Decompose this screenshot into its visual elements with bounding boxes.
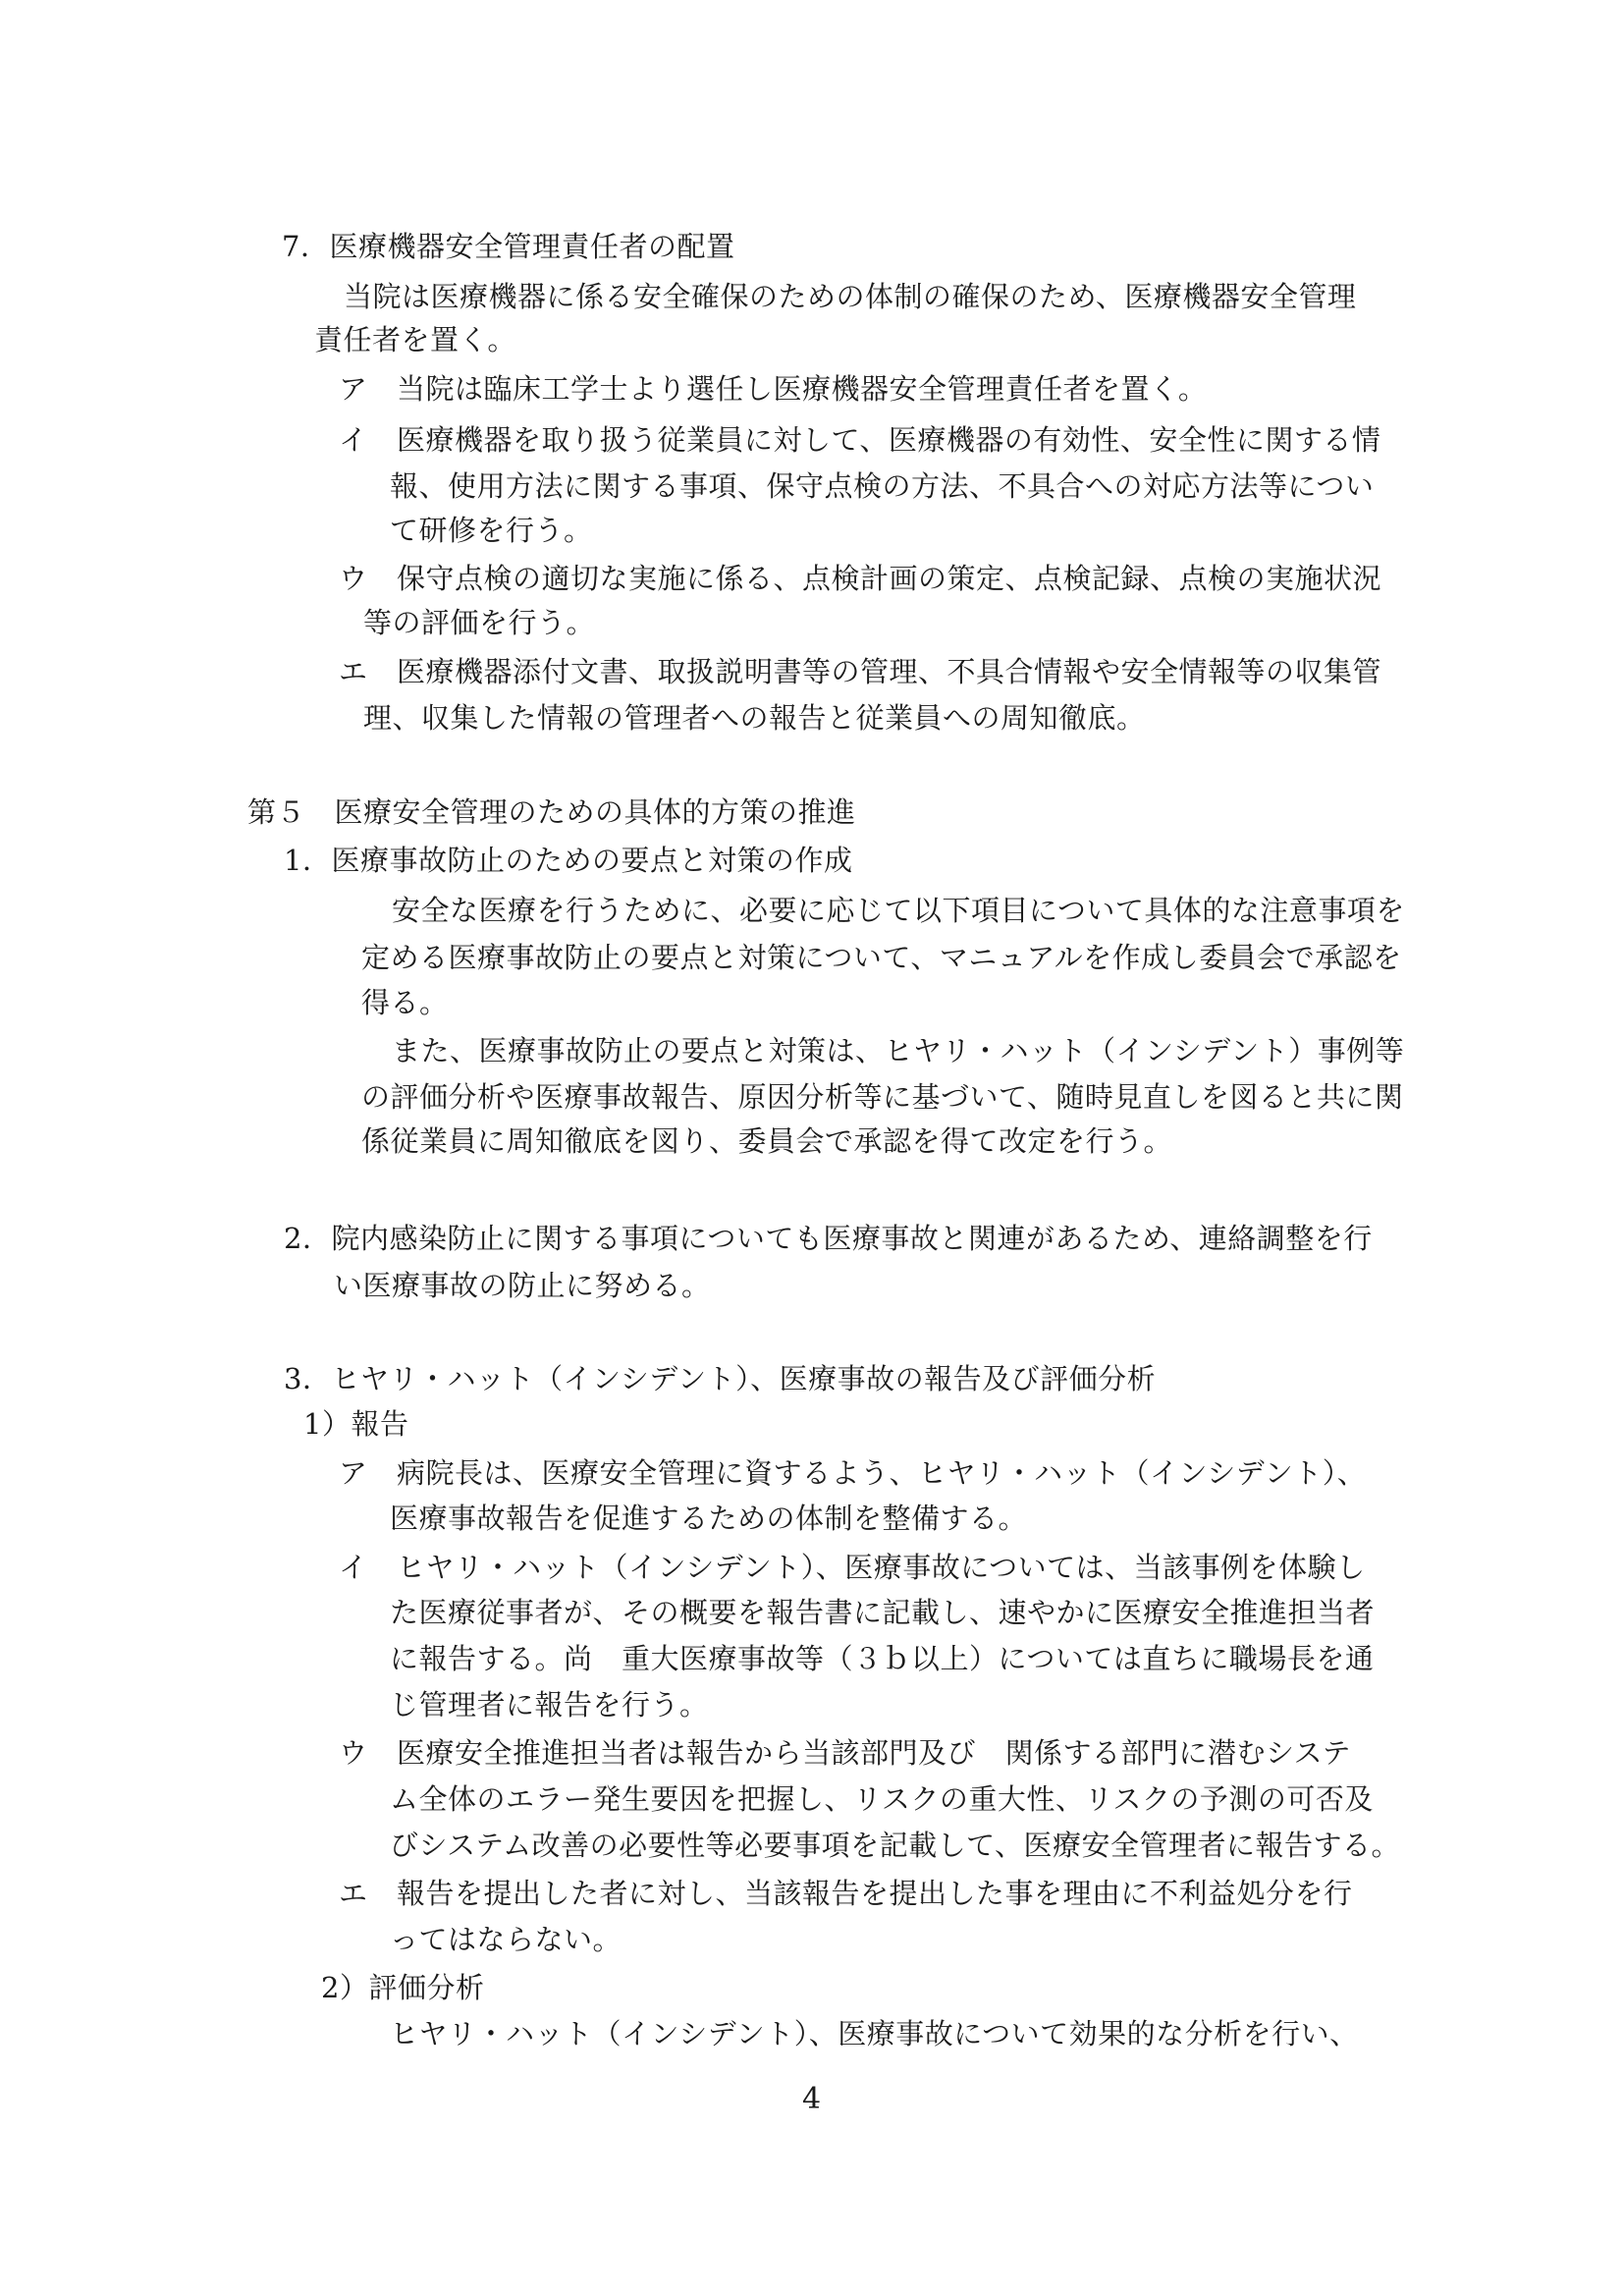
list-item: イ ヒヤリ・ハット（インシデント）、医療事故については、当該事例を体験し [339,1551,1366,1584]
subsection-heading: 1）報告 [303,1407,409,1441]
section-heading: 2．院内感染防止に関する事項についても医療事故と関連があるため、連絡調整を行 [284,1222,1373,1255]
list-item-continuation: 理、収集した情報の管理者への報告と従業員への周知徹底。 [363,701,1146,735]
paragraph-line: また、医療事故防止の要点と対策は、ヒヤリ・ハット（インシデント）事例等 [392,1034,1405,1067]
list-item: イ 医療機器を取り扱う従業員に対して、医療機器の有効性、安全性に関する情 [339,423,1381,457]
list-item: ア 病院長は、医療安全管理に資するよう、ヒヤリ・ハット（インシデント）、 [339,1456,1367,1490]
list-item-continuation: びシステム改善の必要性等必要事項を記載して、医療安全管理者に報告する。 [390,1829,1401,1862]
page-number: 4 [801,2082,822,2116]
chapter-heading: 第５ 医療安全管理のための具体的方策の推進 [247,795,856,829]
list-item-continuation: 等の評価を行う。 [363,606,596,639]
list-item-continuation: 報、使用方法に関する事項、保守点検の方法、不具合への対応方法等につい [390,469,1375,503]
list-item: ウ 保守点検の適切な実施に係る、点検計画の策定、点検記録、点検の実施状況 [339,562,1382,595]
list-item: ア 当院は臨床工学士より選任し医療機器安全管理責任者を置く。 [339,372,1208,406]
list-item-continuation: て研修を行う。 [390,514,593,547]
list-item-continuation: に報告する。尚 重大医療事故等（３ｂ以上）については直ちに職場長を通 [390,1642,1375,1675]
paragraph-line: 係従業員に周知徹底を図り、委員会で承認を得て改定を行う。 [361,1124,1173,1158]
list-item-continuation: じ管理者に報告を行う。 [390,1688,709,1722]
list-item: エ 報告を提出した者に対し、当該報告を提出した事を理由に不利益処分を行 [339,1877,1353,1910]
list-item-continuation: 医療事故報告を促進するための体制を整備する。 [390,1502,1028,1535]
paragraph-line: 定める医療事故防止の要点と対策について、マニュアルを作成し委員会で承認を [361,941,1402,974]
paragraph-line: の評価分析や医療事故報告、原因分析等に基づいて、随時見直しを図ると共に関 [361,1080,1404,1114]
subsection-heading: 2）評価分析 [321,1971,485,2004]
list-item-continuation: ム全体のエラー発生要因を把握し、リスクの重大性、リスクの予測の可否及 [390,1782,1374,1816]
section-heading: 1．医療事故防止のための要点と対策の作成 [284,844,853,877]
paragraph-line: ヒヤリ・ハット（インシデント）、医療事故について効果的な分析を行い、 [390,2017,1359,2050]
list-item: エ 医療機器添付文書、取扱説明書等の管理、不具合情報や安全情報等の収集管 [339,655,1382,688]
paragraph-line: 安全な医療を行うために、必要に応じて以下項目について具体的な注意事項を [392,894,1405,927]
list-item-continuation: た医療従事者が、その概要を報告書に記載し、速やかに医療安全推進担当者 [390,1596,1376,1629]
section-heading: 7．医療機器安全管理責任者の配置 [282,230,735,263]
paragraph-line: 得る。 [361,986,449,1019]
paragraph-line: 当院は医療機器に係る安全確保のための体制の確保のため、医療機器安全管理 [344,280,1357,313]
list-item-continuation: ってはならない。 [390,1923,622,1956]
paragraph-line: い医療事故の防止に努める。 [334,1269,711,1302]
section-heading: 3．ヒヤリ・ハット（インシデント）、医療事故の報告及び評価分析 [284,1362,1157,1395]
list-item: ウ 医療安全推進担当者は報告から当該部門及び 関係する部門に潜むシステ [339,1736,1352,1770]
paragraph-line: 責任者を置く。 [314,323,516,356]
